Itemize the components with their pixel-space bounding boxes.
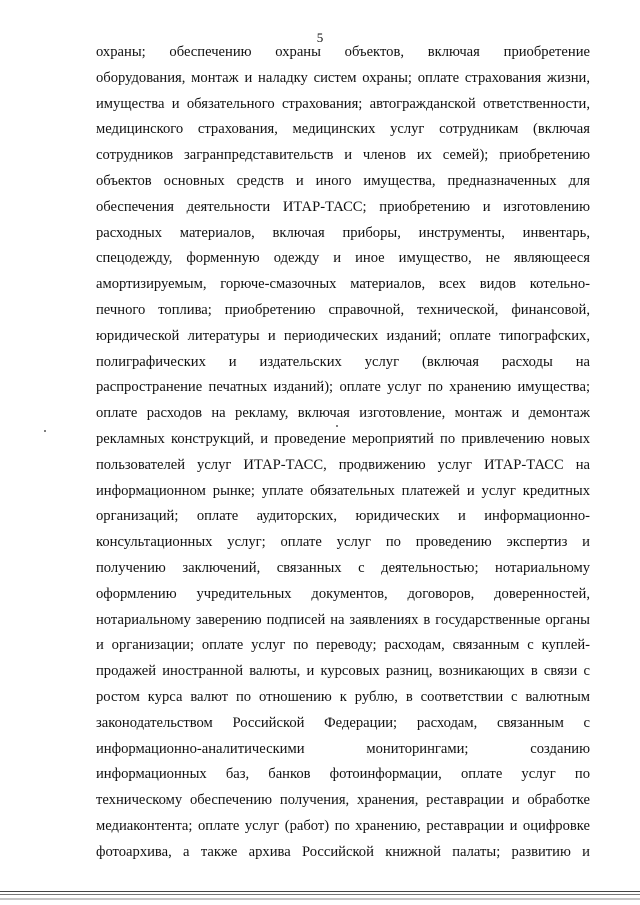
text-line: продажей иностранной валюты, и курсовых разниц, возникающих в связи с xyxy=(96,663,590,680)
text-line: пользователей услуг ИТАР-ТАСС, продвижению услуг ИТАР-ТАСС на xyxy=(96,456,590,473)
text-line: имущества и обязательного страхования; автогражданской ответственности, xyxy=(96,95,590,112)
text-line: охраны; обеспечению охраны объектов, включая приобретение xyxy=(96,44,590,60)
text-line: объектов основных средств и иного имущества, предназначенных для xyxy=(96,172,590,189)
text-line: техническому обеспечению получения, хранения, реставрации и обработке xyxy=(96,792,590,809)
scan-edge-line xyxy=(0,898,640,900)
text-line: информационном рынке; уплате обязательных платежей и услуг кредитных xyxy=(96,482,590,499)
text-line: юридической литературы и периодических изданий; оплате типографских, xyxy=(96,327,590,344)
text-line: организаций; оплате аудиторских, юридических и информационно- xyxy=(96,508,590,525)
page-number: 5 xyxy=(316,30,324,45)
scan-edge-line xyxy=(0,894,640,895)
text-line: обеспечения деятельности ИТАР-ТАСС; приобретению и изготовлению xyxy=(96,198,590,215)
text-line: расходных материалов, включая приборы, инструменты, инвентарь, xyxy=(96,224,590,241)
body-paragraph xyxy=(96,40,590,866)
text-line: информационных баз, банков фотоинформации, оплате услуг по xyxy=(96,766,590,783)
text-line: фотоархива, а также архива Российской книжной палаты; развитию и xyxy=(96,843,590,860)
text-line: медиаконтента; оплате услуг (работ) по хранению, реставрации и оцифровке xyxy=(96,817,590,834)
text-line: медицинского страхования, медицинских услуг сотрудникам (включая xyxy=(96,121,590,138)
scan-speck xyxy=(44,430,46,432)
text-line: полиграфических и издательских услуг (включая расходы на xyxy=(96,353,590,370)
text-line: сотрудников загранпредставительств и членов их семей); приобретению xyxy=(96,147,590,164)
text-line: оборудования, монтаж и наладку систем охраны; оплате страхования жизни, xyxy=(96,69,590,86)
text-line: законодательством Российской Федерации; расходам, связанным с xyxy=(96,714,590,731)
text-line: амортизируемым, горюче-смазочных материалов, всех видов котельно- xyxy=(96,276,590,293)
scan-speck xyxy=(336,425,338,427)
text-line: и организации; оплате услуг по переводу; расходам, связанным с куплей- xyxy=(96,637,590,654)
text-line: оплате расходов на рекламу, включая изготовление, монтаж и демонтаж xyxy=(96,405,590,422)
text-line: печного топлива; приобретению справочной, технической, финансовой, xyxy=(96,301,590,318)
text-line: распространение печатных изданий); оплате услуг по хранению имущества; xyxy=(96,379,590,396)
text-line: нотариальному заверению подписей на заявлениях в государственные органы xyxy=(96,611,590,628)
text-line: оформлению учредительных документов, договоров, доверенностей, xyxy=(96,585,590,602)
text-line: рекламных конструкций, и проведение мероприятий по привлечению новых xyxy=(96,430,590,447)
scan-edge-line xyxy=(0,891,640,892)
text-line: информационно-аналитическими мониторингами; созданию xyxy=(96,740,590,757)
text-line: получению заключений, связанных с деятельностью; нотариальному xyxy=(96,559,590,576)
text-line: спецодежду, форменную одежду и иное имущество, не являющееся xyxy=(96,250,590,267)
text-line: консультационных услуг; оплате услуг по проведению экспертиз и xyxy=(96,534,590,551)
text-line: ростом курса валют по отношению к рублю, в соответствии с валютным xyxy=(96,688,590,705)
